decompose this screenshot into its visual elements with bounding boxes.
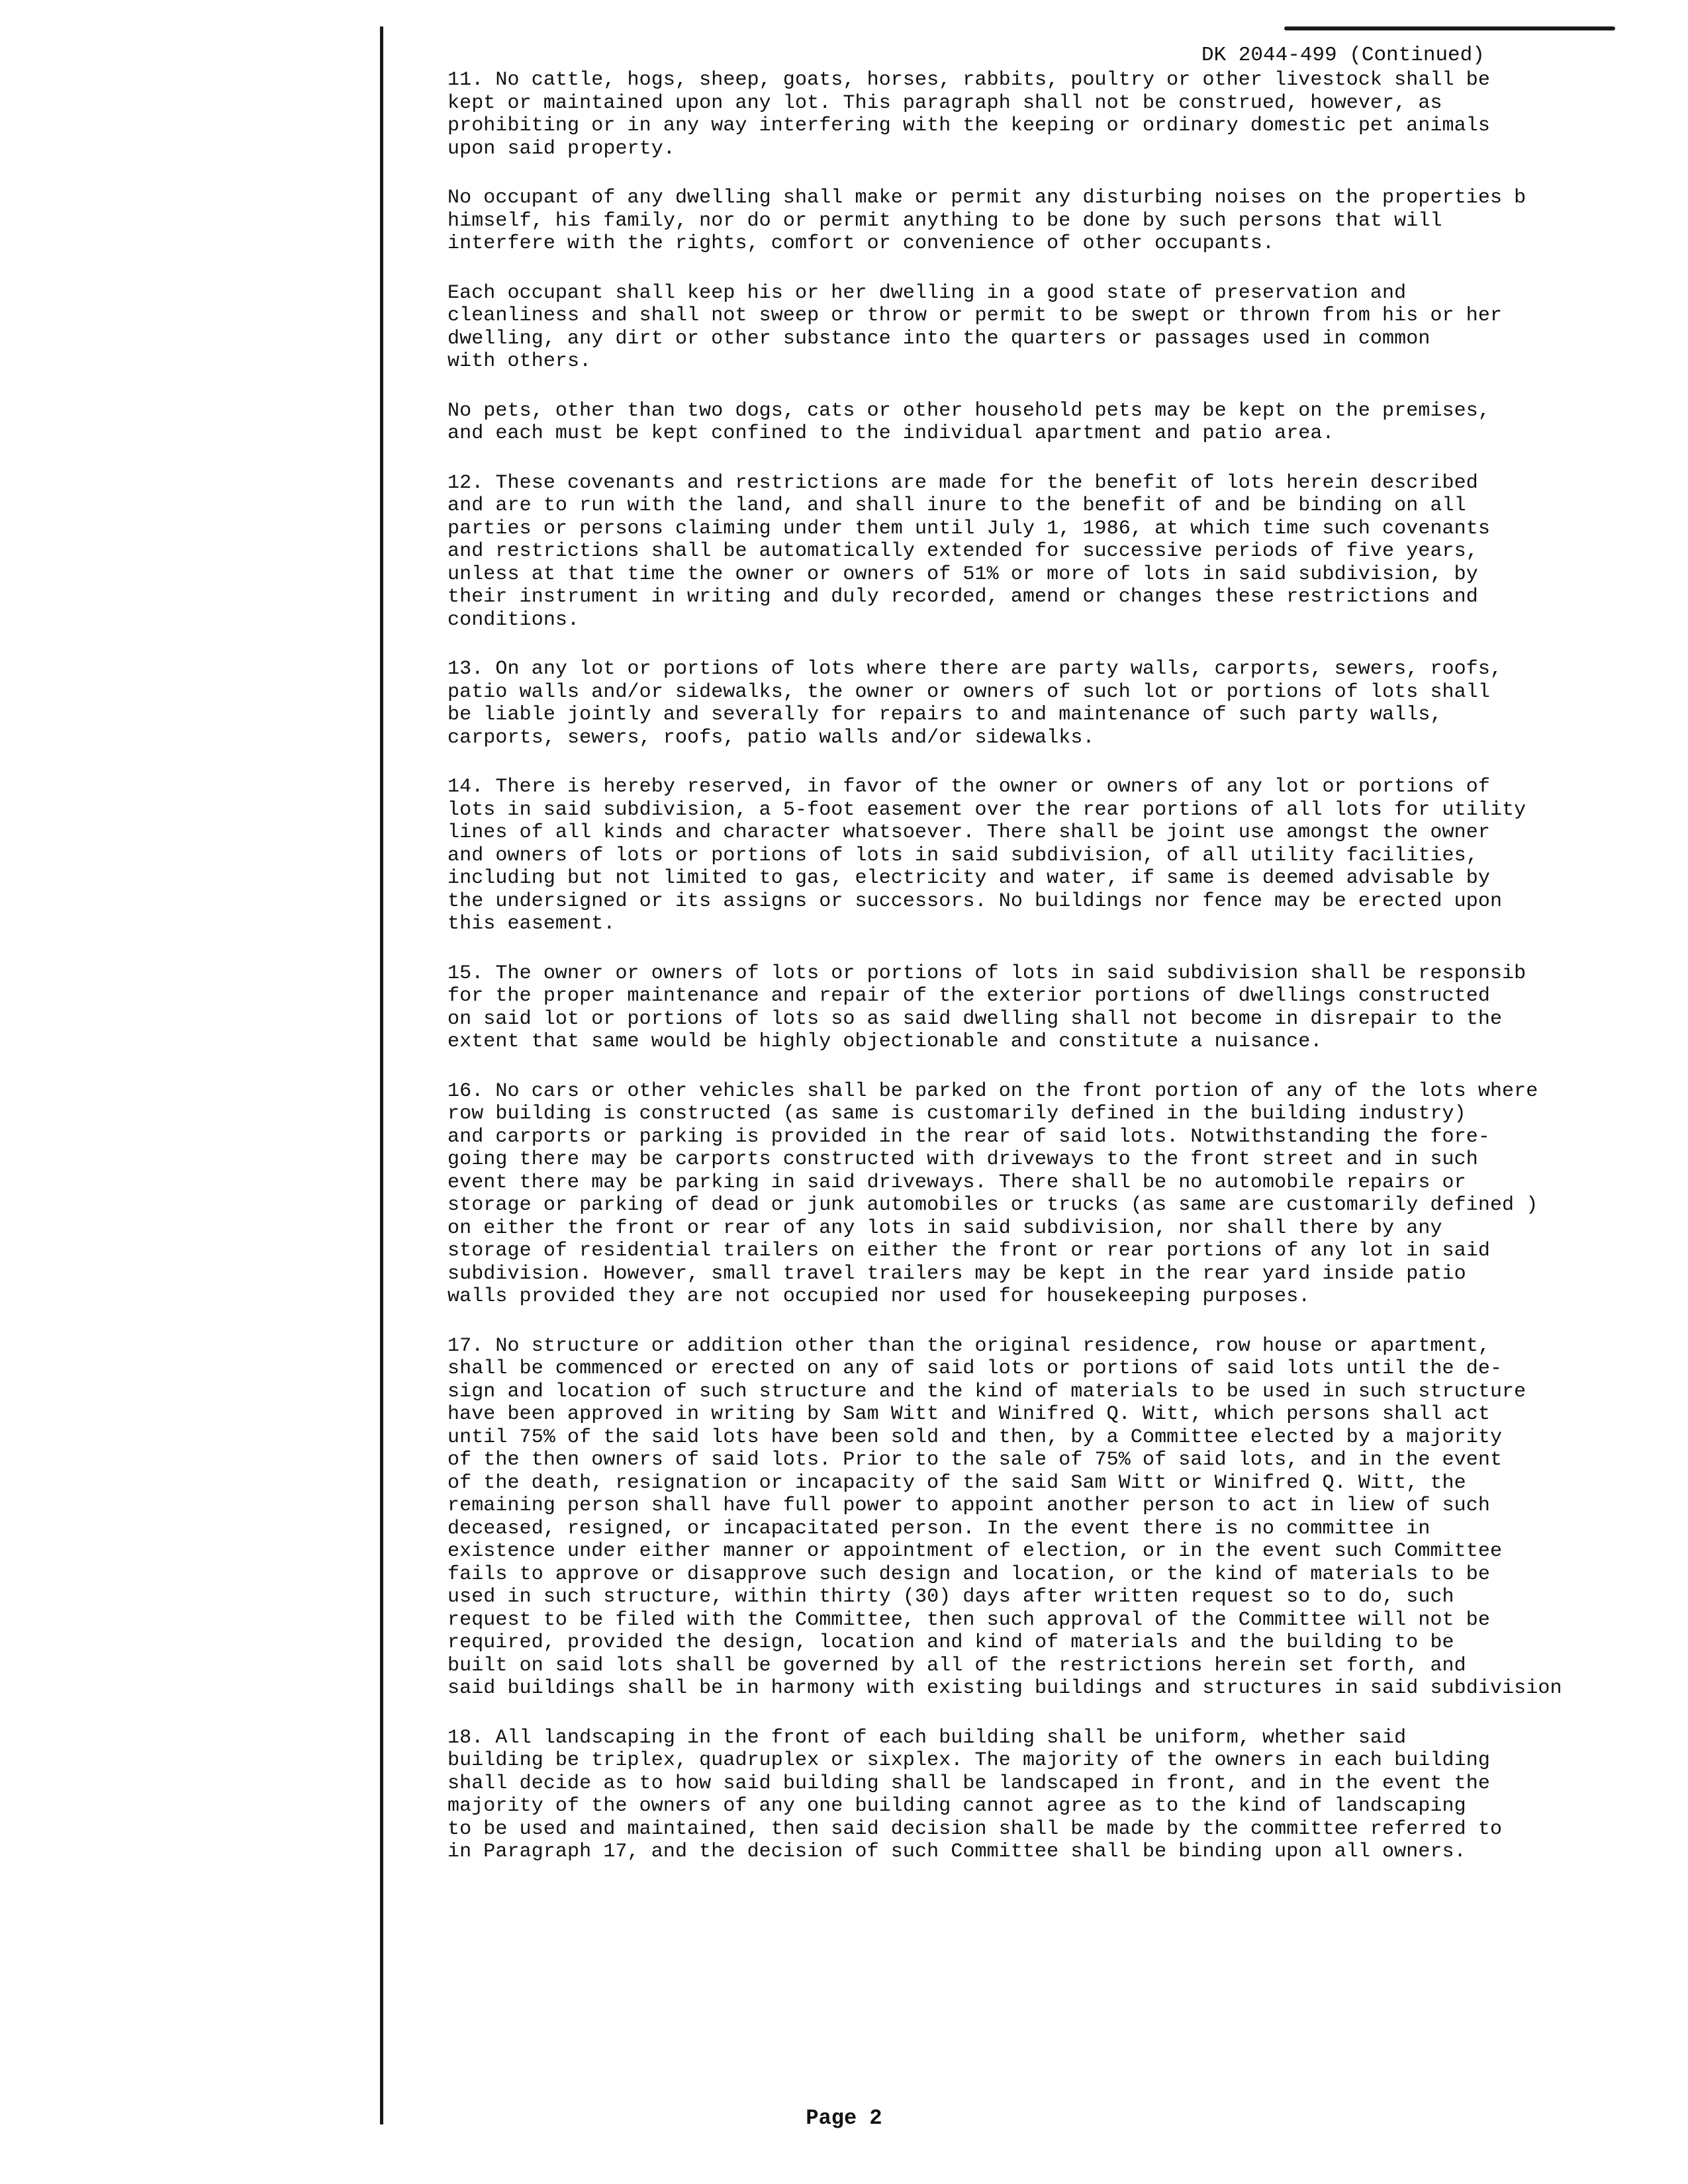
document-reference: DK 2044-499 (Continued) bbox=[1201, 44, 1485, 67]
paragraph-13: 13. On any lot or portions of lots where there are party walls, carports, sewers, roofs, patio walls and/or sidewalks, the owner or owners of such lot or portions of lots shall be liable jointly and severally for repairs to and maintenance of such party walls, carports, sewers, roofs, patio walls and/or sidewalks. bbox=[447, 658, 1503, 749]
paragraph-cleanliness: Each occupant shall keep his or her dwelling in a good state of preservation and cleanliness and shall not sweep or throw or permit to be swept or thrown from his or her dwelling, any dirt or other substance into the quarters or passages used in common with others. bbox=[447, 281, 1503, 373]
top-header-rule bbox=[1284, 26, 1615, 30]
paragraph-14: 14. There is hereby reserved, in favor of the owner or owners of any lot or portions of lots in said subdivision, a 5-foot easement over the rear portions of all lots for utility lines of all kinds and character whatsoever. There shall be joint use amongst the owner and owners of lots or portions of lots in said subdivision, of all utility facilities, including but not limited to gas, electricity and water, if same is deemed advisable by the undersigned or its assigns or successors. No buildings nor fence may be erected upon this easement. bbox=[447, 776, 1526, 935]
paragraph-17: 17. No structure or addition other than the original residence, row house or apartment, shall be commenced or erected on any of said lots or portions of said lots until the de- sign and location of such structure and the kind of materials to be used in such structure have been approved in writing by Sam Witt and Winifred Q. Witt, which persons shall act until 75% of the said lots have been sold and then, by a Committee elected by a majority of the then owners of said lots. Prior to the sale of 75% of said lots, and in the event of the death, resignation or incapacity of the said Sam Witt or Winifred Q. Witt, the remaining person shall have full power to appoint another person to act in liew of such deceased, resigned, or incapacitated person. In the event there is no committee in existence under either manner or appointment of election, or in the event such Committee fails to approve or disapprove such design and location, or the kind of materials to be used in such structure, within thirty (30) days after written request so to do, such request to be filed with the Committee, then such approval of the Committee will not be required, provided the design, location and kind of materials and the building to be built on said lots shall be governed by all of the restrictions herein set forth, and said buildings shall be in harmony with existing buildings and structures in said subdivision bbox=[447, 1334, 1562, 1700]
document-body bbox=[447, 69, 1613, 1890]
paragraph-18: 18. All landscaping in the front of each building shall be uniform, whether said building be triplex, quadruplex or sixplex. The majority of the owners in each building shall decide as to how said building shall be landscaped in front, and in the event the majority of the owners of any one building cannot agree as to the kind of landscaping to be used and maintained, then said decision shall be made by the committee referred to in Paragraph 17, and the decision of such Committee shall be binding upon all owners. bbox=[447, 1726, 1503, 1863]
paragraph-16: 16. No cars or other vehicles shall be parked on the front portion of any of the lots where row building is constructed (as same is customarily defined in the building industry) and carports or parking is provided in the rear of said lots. Notwithstanding the fore- going there may be carports constructed with driveways to the front street and in such event there may be parking in said driveways. There shall be no automobile repairs or storage or parking of dead or junk automobiles or trucks (as same are customarily defined ) on either the front or rear of any lots in said subdivision, nor shall there by any storage of residential trailers on either the front or rear portions of any lot in said subdivision. However, small travel trailers may be kept in the rear yard inside patio walls provided they are not occupied nor used for housekeeping purposes. bbox=[447, 1079, 1538, 1308]
paragraph-12: 12. These covenants and restrictions are made for the benefit of lots herein described and are to run with the land, and shall inure to the benefit of and be binding on all parties or persons claiming under them until July 1, 1986, at which time such covenants and restrictions shall be automatically extended for successive periods of five years, unless at that time the owner or owners of 51% or more of lots in said subdivision, by their instrument in writing and duly recorded, amend or changes these restrictions and conditions. bbox=[447, 471, 1490, 631]
paragraph-11: 11. No cattle, hogs, sheep, goats, horses, rabbits, poultry or other livestock shall be kept or maintained upon any lot. This paragraph shall not be construed, however, as prohibiting or in any way interfering with the keeping or ordinary domestic pet animals upon said property. bbox=[447, 69, 1490, 160]
left-margin-rule bbox=[380, 26, 383, 2124]
paragraph-noise: No occupant of any dwelling shall make or permit any disturbing noises on the properties b himself, his family, nor do or permit anything to be done by such persons that will interfere with the rights, comfort or convenience of other occupants. bbox=[447, 187, 1526, 255]
page-number: Page 2 bbox=[806, 2106, 882, 2130]
paragraph-pets: No pets, other than two dogs, cats or other household pets may be kept on the premises, and each must be kept confined to the individual apartment and patio area. bbox=[447, 399, 1490, 445]
paragraph-15: 15. The owner or owners of lots or portions of lots in said subdivision shall be responsib for the proper maintenance and repair of the exterior portions of dwellings constructed on said lot or portions of lots so as said dwelling shall not become in disrepair to the extent that same would be highly objectionable and constitute a nuisance. bbox=[447, 962, 1526, 1053]
